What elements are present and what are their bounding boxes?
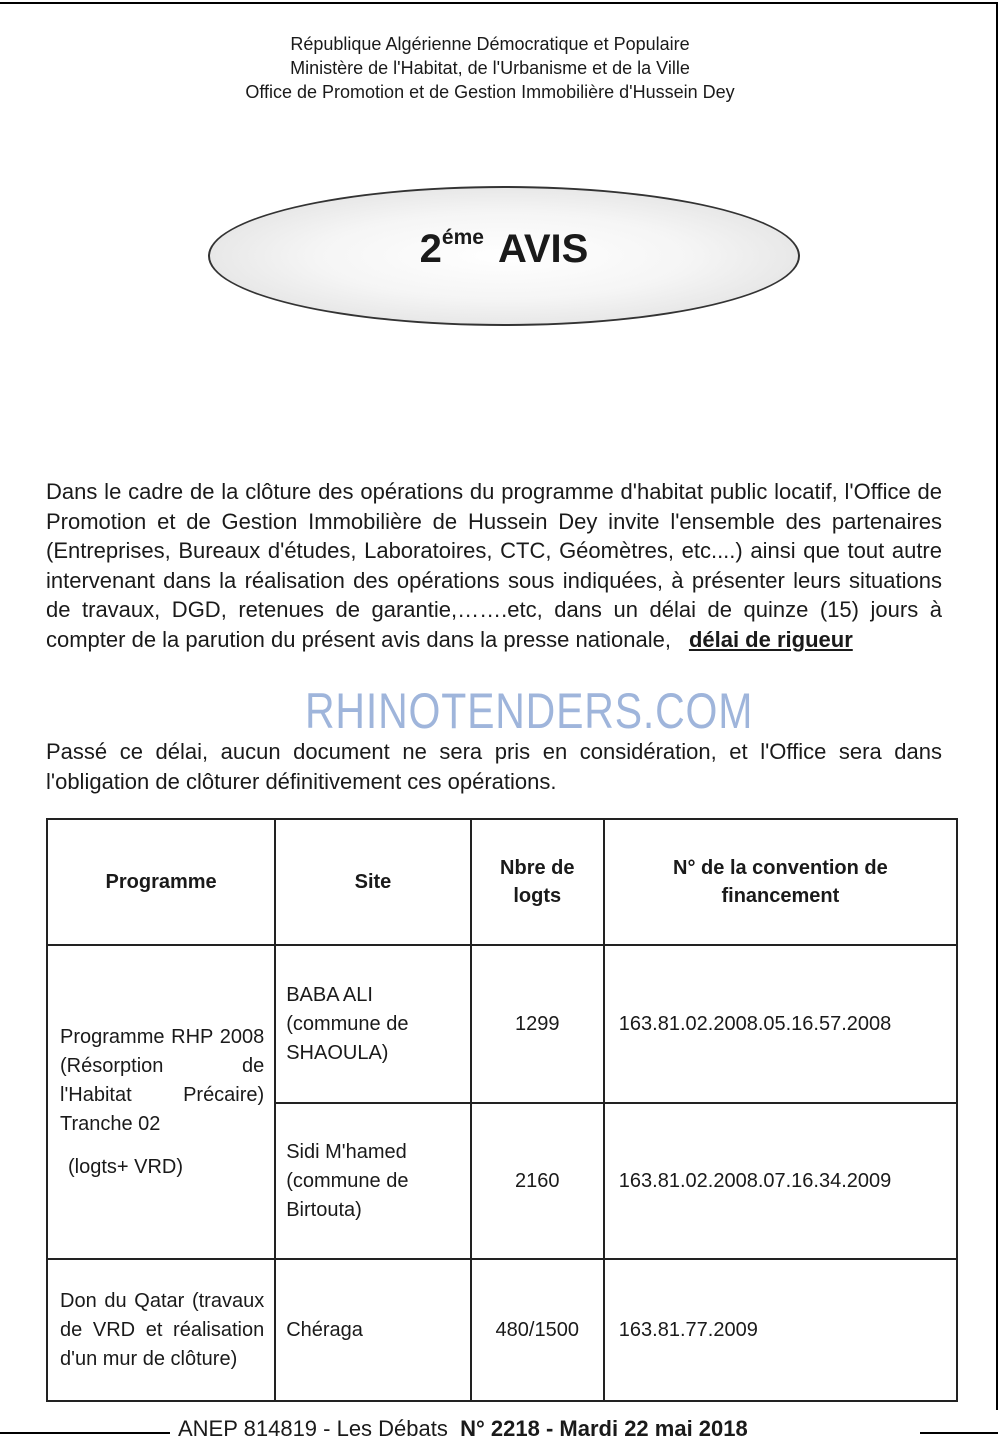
title-word: AVIS [497, 227, 589, 271]
title-suffix: éme [441, 226, 484, 249]
logts-cell: 2160 [471, 1103, 604, 1259]
table-row [47, 1259, 957, 1401]
convention-cell: 163.81.02.2008.05.16.57.2008 [604, 945, 957, 1103]
paragraph-1-text: Dans le cadre de la clôture des opérations du programme d'habitat public locatif, l'Office de Promotion et de Gestion Immobilière de Hussein Dey invite l'ensemble des partenaires (Entreprises, Bureaux d'études, Laboratoires, CTC, Géomètres, etc....) ainsi que tout autre intervenant dans la réalisation des opérations sous indiquées, à présenter leurs situations de travaux, DGD, retenues de garantie,…….etc, dans un délai de quinze (15) jours à compter de la parution du présent avis dans la presse nationale, [46, 479, 942, 652]
convention-cell: 163.81.02.2008.07.16.34.2009 [604, 1103, 957, 1259]
site-cell: Chéraga [275, 1259, 471, 1401]
notice-paragraph-1 [46, 477, 942, 655]
publication-footer [178, 1416, 748, 1442]
table-row [47, 945, 957, 1103]
programme-rhp-sub: (logts+ VRD) [68, 1155, 184, 1178]
site-cell: Sidi M'hamed (commune de Birtouta) [275, 1103, 471, 1259]
document-header [150, 32, 830, 104]
footer-issue: N° 2218 - Mardi 22 mai 2018 [460, 1416, 748, 1441]
frame-bottom-line [0, 1432, 170, 1434]
notice-paragraph-2: Passé ce délai, aucun document ne sera pris en considération, et l'Office sera dans l'obligation de clôturer définitivement ces opérations. [46, 739, 942, 794]
title-number: 2 [419, 227, 442, 271]
header-logts: Nbre de logts [471, 819, 604, 945]
header-republic: République Algérienne Démocratique et Populaire [290, 34, 690, 54]
logts-cell: 480/1500 [471, 1259, 604, 1401]
watermark: RHINOTENDERS.COM [305, 683, 754, 739]
header-site: Site [275, 819, 471, 945]
header-office: Office de Promotion et de Gestion Immobilière d'Hussein Dey [245, 82, 735, 102]
footer-reference: ANEP 814819 - Les Débats [178, 1416, 448, 1441]
site-cell: BABA ALI (commune de SHAOULA) [275, 945, 471, 1103]
frame-top-line [0, 2, 996, 4]
deadline-emphasis: délai de rigueur [688, 626, 853, 652]
programme-rhp-cell [47, 945, 275, 1259]
header-programme: Programme [47, 819, 275, 945]
logts-cell: 1299 [471, 945, 604, 1103]
table-header-row [47, 819, 957, 945]
convention-cell: 163.81.77.2009 [604, 1259, 957, 1401]
financing-table [46, 818, 958, 1402]
programme-qatar-cell: Don du Qatar (travaux de VRD et réalisation d'un mur de clôture) [47, 1259, 275, 1401]
title-oval [208, 186, 800, 326]
frame-bottom-line-right [920, 1432, 998, 1434]
frame-right-line [996, 2, 998, 1410]
notice-title [210, 226, 798, 272]
header-ministry: Ministère de l'Habitat, de l'Urbanisme et de la Ville [290, 58, 690, 78]
header-convention: N° de la convention de financement [604, 819, 957, 945]
programme-rhp-text: Programme RHP 2008 (Résorption de l'Habitat Précaire) Tranche 02 [60, 1025, 265, 1135]
